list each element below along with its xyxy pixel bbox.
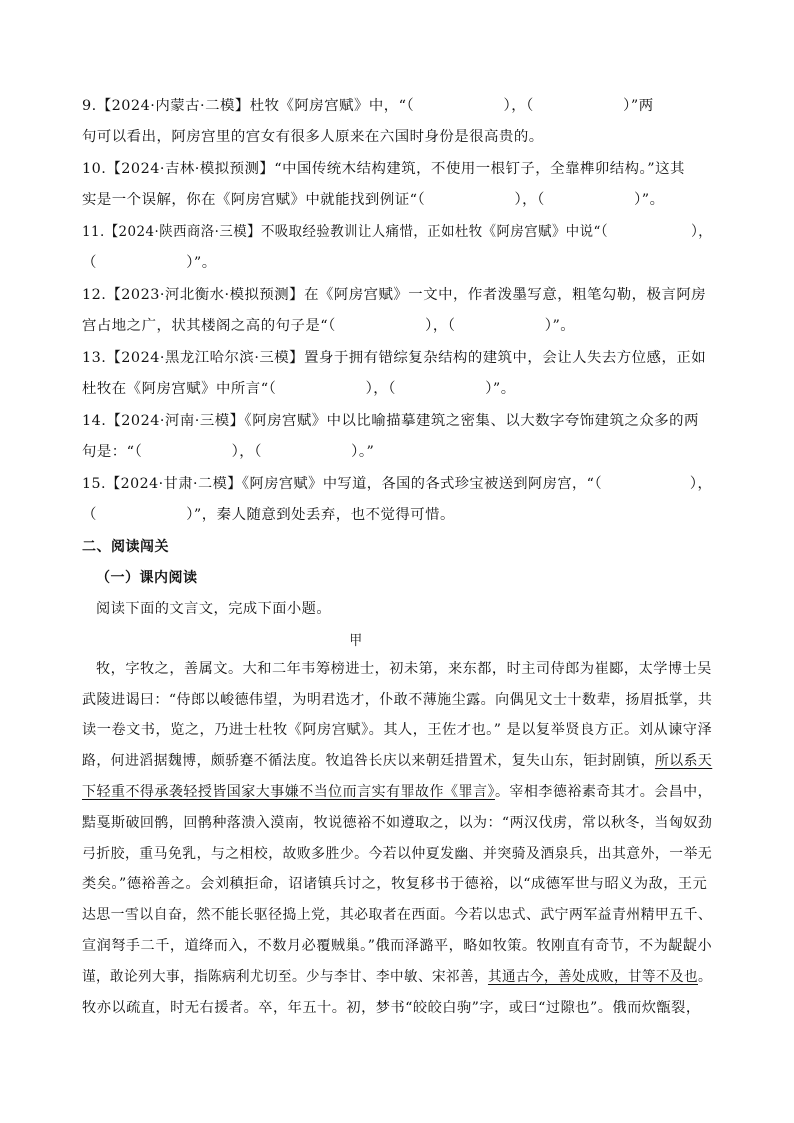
passage-line-5 <box>82 782 712 802</box>
question-15-line-1: 15.【2024·甘肃·二模】《阿房宫赋》中写道，各国的各式珍宝被送到阿房宫，“（ ）， <box>82 476 713 492</box>
question-14-line-1: 14.【2024·河南·三模】《阿房宫赋》中以比喻描摹建筑之密集、以大数字夸饰建筑之众多的两 <box>82 413 699 429</box>
passage-line-4-text: 路，何进滔据魏博，颇骄蹇不循法度。牧追咎长庆以来朝廷措置术，复失山东，钜封剧镇， <box>82 753 655 769</box>
question-12-line-1: 12.【2023·河北衡水·模拟预测】在《阿房宫赋》一文中，作者泼墨写意，粗笔勾勒，极言阿房 <box>82 287 707 303</box>
passage-line-8: 类矣。”德裕善之。会刘稹拒命，诏诸镇兵讨之，牧复移书于德裕，以“成德军世与昭义为敌，王元 <box>82 876 708 892</box>
passage-line-4 <box>82 751 712 771</box>
passage-label: 甲 <box>349 633 363 649</box>
question-13-line-1: 13.【2024·黑龙江哈尔滨·三模】置身于拥有错综复杂结构的建筑中，会让人失去方位感，正如 <box>82 350 707 366</box>
question-9-line-2: 句可以看出，阿房宫里的宫女有很多人原来在六国时身份是很高贵的。 <box>82 129 544 145</box>
subsection-title: （一）课内阅读 <box>96 570 198 586</box>
question-9-line-1: 9.【2024·内蒙古·二模】杜牧《阿房宫赋》中，“（ ），（ ）”两 <box>82 98 654 114</box>
passage-line-3: 读一卷文书，览之，乃进士杜牧《阿房宫赋》。其人，王佐才也。” 是以复举贤良方正。刘从谏守泽 <box>82 722 713 738</box>
reading-instruction: 阅读下面的文言文，完成下面小题。 <box>96 601 332 617</box>
passage-line-12: 牧亦以疏直，时无右援者。卒，年五十。初，梦书“皎皎白驹”字，或曰“过隙也”。俄而炊甑裂， <box>82 1000 701 1016</box>
passage-line-6: 黠戛斯破回鹘，回鹘种落溃入漠南，牧说德裕不如遵取之，以为：“两汉伐虏，常以秋冬，当匈奴劲 <box>82 815 713 831</box>
passage-line-11-end: 。 <box>697 969 712 985</box>
passage-line-5-text: 。宰相李德裕素奇其才。会昌中， <box>494 784 713 800</box>
passage-line-11 <box>82 967 712 987</box>
underlined-sentence-2: 其通古今，善处成败，甘等不及也 <box>487 969 698 985</box>
question-12-line-2: 宫占地之广，状其楼阁之高的句子是“（ ），（ ）”。 <box>82 318 576 334</box>
passage-line-2: 武陵进谒曰：“侍郎以峻德伟望，为明君选才，仆敢不薄施尘露。向偶见文士十数辈，扬眉抵掌，共 <box>82 692 713 708</box>
underlined-sentence-end: 下轻重不得承袭轻授皆国家大事嫌不当位而言实有罪故作《罪言》 <box>82 784 495 800</box>
question-10-line-1: 10.【2024·吉林·模拟预测】“中国传统木结构建筑，不使用一根钉子，全靠榫卯结构。”这其 <box>82 161 685 177</box>
question-13-line-2: 杜牧在《阿房宫赋》中所言“（ ），（ ）”。 <box>82 381 516 397</box>
passage-line-1: 牧，字牧之，善属文。大和二年韦筹榜进士，初未第，来东都，时主司侍郎为崔郾，太学博士吴 <box>96 661 712 677</box>
question-10-line-2: 实是一个误解，你在《阿房宫赋》中就能找到例证“（ ），（ ）”。 <box>82 192 665 208</box>
passage-line-10: 宣润弩手二千，道绛而入，不数月必覆贼巢。”俄而泽潞平，略如牧策。牧刚直有奇节，不为龊龊小 <box>82 938 713 954</box>
question-11-line-2: （ ）”。 <box>82 255 217 271</box>
section-title: 二、阅读闯关 <box>82 539 169 555</box>
passage-line-11-text: 谨，敢论列大事，指陈病利尤切至。少与李甘、李中敏、宋祁善， <box>82 969 488 985</box>
question-11-line-1: 11.【2024·陕西商洛·三模】不吸取经验教训让人痛惜，正如杜牧《阿房宫赋》中说“（ ）， <box>82 224 713 240</box>
passage-line-7: 弓折胶，重马免乳，与之相校，故败多胜少。今若以仲夏发幽、并突骑及酒泉兵，出其意外，一举无 <box>82 846 713 862</box>
passage-line-9: 达思一雪以自奋，然不能长驱径捣上党，其必取者在西面。今若以忠式、武宁两军益青州精甲五千、 <box>82 907 713 923</box>
question-14-line-2: 句是：“（ ），（ ）。” <box>82 444 375 460</box>
question-15-line-2: （ ）”，秦人随意到处丢弃，也不觉得可惜。 <box>82 507 455 523</box>
underlined-sentence-start: 所以系天 <box>654 753 713 769</box>
